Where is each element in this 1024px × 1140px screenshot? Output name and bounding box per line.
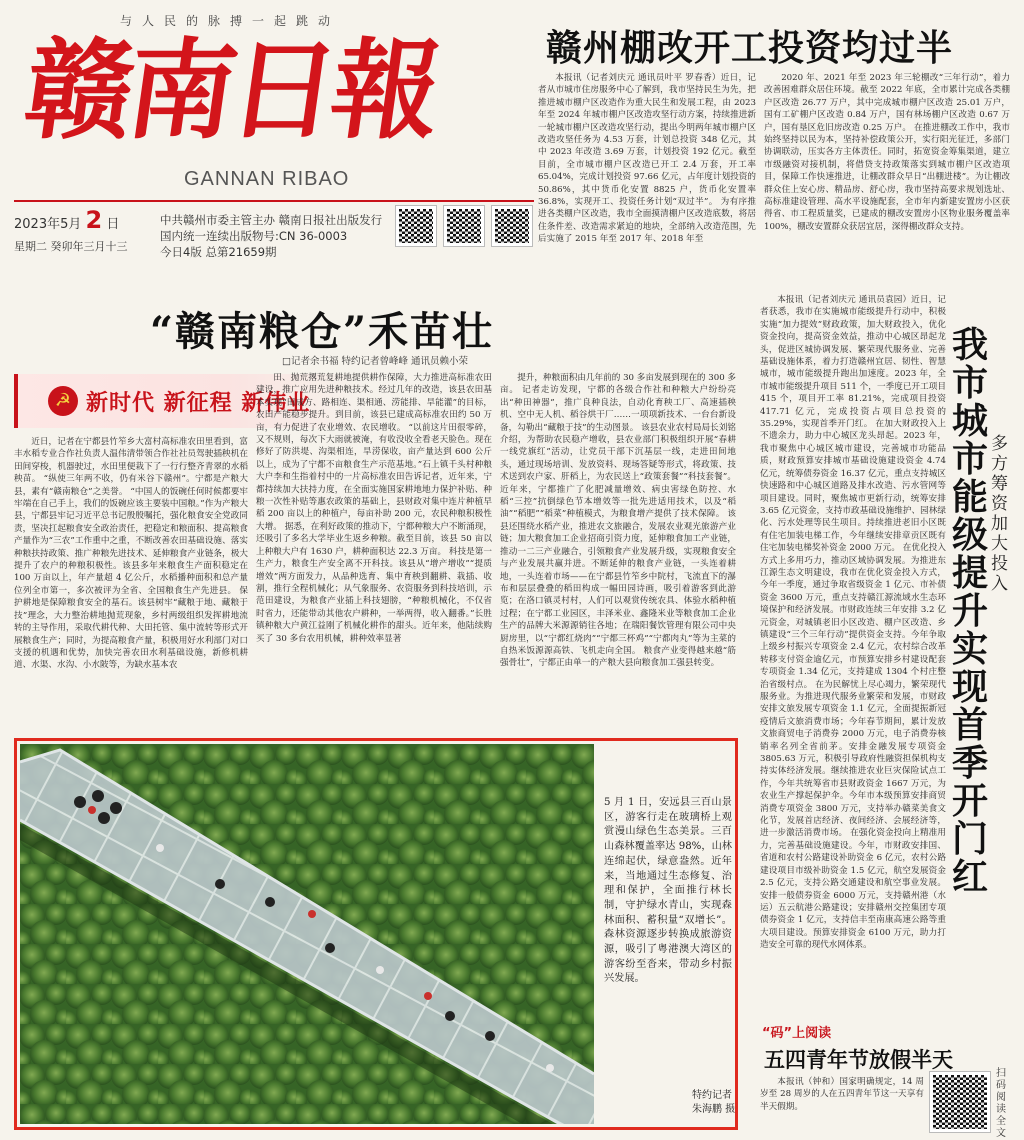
photo-credit-line: 特约记者 <box>692 1090 732 1101</box>
promo-text: 本报讯（钟和）国家明确规定，14 周岁至 28 周岁的人在五四青年节这一天享有半天假期。 <box>760 1077 924 1112</box>
article2-headline: “赣南粮仓”禾苗壮 <box>150 308 495 355</box>
publisher-line: 今日4版 总第21659期 <box>160 245 277 259</box>
photo-caption: 5 月 1 日，安远县三百山景区，游客行走在玻璃桥上观赏漫山绿色生态美景。三百山森林覆盖率达 98%，山林连绵起伏，绿意盎然。近年来，当地通过生态修复、治理和保护，全面推行林长制，守护绿水青山，实现森林面积、蓄积量“双增长”。森林资源逐步转换成旅游资源，吸引了粤港澳大湾区的游客纷至沓来，带动乡村振兴发展。 <box>604 797 732 985</box>
article2-column: 近日，记者在宁都县竹笮乡大富村高标准农田里看到，富丰水稻专业合作社负责人温伟清带领合作社社员驾驶插秧机在田间穿梭，机器驶过，水田里便栽下了一行行整齐青翠的水稻秧苗。 “纵使三年两不收，仍有米谷下赣州”。宁都是产粮大县，素有“赣南粮仓”之美誉。 “中国人的饭碗任何时候都要牢牢端在自己手上，我们的饭碗应该主要装中国粮。”作为产粮大县，宁都县牢记习近平总书记殷殷嘱托，强化粮食安全党政同责，坚决扛起粮食安全政治责任，把稳定和粮面积、提高粮食产量作为“三农”工作重中之重，不断改善农田基础设施、落实种粮扶持政策、推广种粮先进技术、延伸粮食产业链条，极大提升了农户的种粮积极性。该县多年来粮食生产面积稳定在 100 万亩以上，年产量超 4 亿公斤，水稻播种面积和总产量位列全市第一，多次被评为全省、全国粮食生产先进县。 保护耕地是保障粮食安全的基石。该县树牢“藏粮于地、藏粮于技”理念，大力整治耕地抛荒现象，乡村两级组织发挥耕地流转的主导作用，采取代耕代种、大田托管、集中流转等形式开展粮食生产；同时，为提高粮食产量，积极用好水利部门对口支援的机遇和优势，加快完善农田水利基础设施，新修机耕道、水渠、水沟、小水陂等，为缺水基本农 <box>14 437 248 671</box>
masthead-title: 赣南日報 <box>17 28 443 154</box>
photo-credit-line: 朱海鹏 摄 <box>692 1104 736 1115</box>
article2-column: 田、抛荒撂荒复耕地提供耕作保障，大力推进高标准农田建设，推广应用先进种粮技术。经过几年的改造，该县农田基本实现“田成方、路相连、渠相通、涝能排、旱能灌”的目标，农田产能稳步提升。到目前，该县已建成高标准农田约 50 万亩，有力促进了农业增效、农民增收。 “以前这片田很零碎，又不规则，每次下大雨就被淹，有收没收全看老天脸色。现在修好了防洪堤、沟渠相连，旱涝保收，亩产量达到 600 公斤以上，成为了宁都不亩粮食生产示范基地。”石上镇千头村种粮大户李和生指着村中的一片高标准农田告诉记者，近年来，宁都持续加大扶持力度，在全面实施国家耕地地力保护补贴、种粮一次性补贴等惠农政策的基础上，县财政对集中连片种植早稻 200 亩以上的种植户，每亩补助 200 元，农民种粮积极性大增。 据悉，在利好政策的推动下，宁都种粮大户不断涌现，还吸引了多名大学毕业生返乡种粮。截至目前，该县 50 亩以上种粮大户有 1630 户，耕种面积达 22.3 万亩。 科技是第一生产力，粮食生产安全离不开科技。该县从“增产增收”“提质增效”两方面发力，从品种选育、集中育秧到翻耕、栽插、收割，推行全程机械化；从气象服务、农资服务到科技培训，示范田建设，为粮食产业插上科技翅膀，“种粮机械化，不仅省时省力，还能带动其他农户耕种，一举两得，收入翻番。”长胜镇种粮大户黄江益刚了机械化耕作的甜头。近年来，他陆续购买了 30 多台农用机械，耕种效率显著 <box>256 373 492 644</box>
article1-column: 本报讯（记者刘庆元 通讯员叶平 罗春香）近日，记者从市城市住房服务中心了解到，我市坚持民生为先，把推进城市棚户区改造作为重大民生和发展工程，由 2023 年至 2024 年城市棚户区改造攻坚行动方案，持续推进新一轮城市棚户区改造攻坚行动，提出今明两年城市棚户区改造攻坚任务为 4.53 万套，计划总投资 348 亿元，其中 2023 年改造 3.69 万套，计划投资 192 亿元。截至目前，全市城市棚户区改造已开工 2.4 万套，开工率 65.04%，完成计划投资 97.66 亿元，占年度计划投资的 50.86%，其中货币化安置 8825 户，货币化安置率 36.8%，实现开工、投资任务计划“双过半”。 为有序推进各类棚户区改造，我市全面摸清棚户区改造底数，将居住条件差、改造需求紧迫的地块，全部纳入改造范围，先后实施了 2015 年至 2017 年、2018 年至 <box>538 73 756 245</box>
qr-reading-tag: “码”上阅读 <box>762 1026 832 1041</box>
date-suffix: 日 <box>106 217 120 232</box>
date-day: 2 <box>85 206 103 234</box>
theme-banner-text: 新时代 新征程 新伟业 <box>86 391 311 416</box>
qr-code-icon[interactable] <box>444 206 484 246</box>
qr-code-icon[interactable] <box>930 1072 990 1132</box>
photo-credit <box>692 1089 735 1117</box>
promo-headline[interactable]: 五四青年节放假半天 <box>764 1047 953 1072</box>
article1-headline: 赣州棚改开工投资均过半 <box>546 27 954 69</box>
issue-date <box>14 206 119 234</box>
bridge-photo <box>20 744 594 1124</box>
article2-column: 提升，种粮面积由几年前的 30 多亩发展到现在的 300 多亩。 记者走访发现，宁都的各级合作社和种粮大户纷纷亮出“种田神器”，推广良种良法，自动化育秧工厂、高速插秧机、空中无人机、稻谷烘干厂……一项项新技术、一台台新设备，勾勒出“藏粮于技”的生动图景。 该县农业农村局局长刘铭介绍，为帮助农民稳产增收，县农业部门积极组织开展“春耕一线党旗红”活动，让党员干部下沉基层一线，走进田间地头，通过现场培训、发放资料、现场答疑等形式，将政策、技术送到农户家、肝稻上，为农民送上“政策套餐”“科技套餐”。近年来，宁都推广了化肥减量增效、病虫害绿色防控、水稻“三控”抗倒绿色节本增效等一批先进适用技术，以及“稻油”“稻肥”“稻菜”种植模式，为粮食增产提供了技术保障。 该县还围绕水稻产业，推进农文旅融合，发展农业观光旅游产业链；加大粮食加工企业招商引资力度，延伸粮食加工产业链，推动一二三产业融合，引领粮食产业发展升级，实现粮食安全与产业发展共赢并进。不断延伸的粮食产业链，一头连着耕地，一头连着市场——在宁都县竹笮乡中院村，飞流直下的瀑布和层层叠叠的稻田构成一幅田园诗画，吸引着游客到此游览；在洛口镇灵村村，人们可以观赏传统农具、体验水稻种植过程；在宁都工业园区，丰泽米业、鑫隆米业等粮食加工企业生产的品牌大米源源销往各地；在瑞阳餐饮管理有限公司中央厨房里，以“宁都红烧肉”“宁都三杯鸡”“宁都肉丸”等为主菜的自热米饭源源高铁、飞机走向全国。 粮食产业变得越来越“筋强骨壮”，宁都正由单一的产粮大县向粮食加工强县转变。 <box>500 373 736 669</box>
publisher-info <box>160 212 382 260</box>
masthead-rule <box>14 200 534 202</box>
masthead-slogan: 与人民的脉搏一起跳动 <box>120 14 341 28</box>
article1-column: 2020 年、2021 年至 2023 年三轮棚改“三年行动”，着力改善困难群众居住环境。截至 2022 年底，全市累计完成各类棚户区改造 26.77 万户，其中完成城市棚户区改造 25.01 万户，国有工矿棚户区改造 0.84 万户，国有林场棚户区改造 0.67 万户，国有垦区危旧房改造 0.25 万户。 在推进棚改工作中，我市始终坚持以民为本，坚持补偿政策公开，实行阳光征迁，多部门协调联动，压实各方主体责任。同时，拓宽资金筹集渠道，建立市级融资对接机制，将借贷支持政策落实到城市棚户区改造项目，保障工作快速推进，让棚改群众早日“出棚进楼”。为让棚改群众住上安心房、精品房、舒心房，我市坚持高要求规划选址、高标准建设管理、高水平设施配套，全市年内新建安置房小区获得省、市工程质量奖，已建成的棚改安置房小区物业服务覆盖率 100%，棚改安置群众获居宜居，深得棚改群众支持。 <box>764 73 1010 232</box>
article3-column: 本报讯（记者刘庆元 通讯员袁园）近日，记者获悉，我市在实施城市能级提升行动中，积极实施“加力提效”财政政策，加大财政投入，优化资金投向，提高资金效益，推动中心城区昂起龙头，促进区城协调发展、繁荣现代服务业、完善基础设施体系，着力打造赣州宜居、韧性、智慧城市，城市能级提升跑出加速度。2023 年，全市城市能级提升项目 511 个，一季度已开工项目 415 个，项目开工率 81.21%，完成项目投资 417.71 亿元，完成投资占项目总投资的 35.29%，实现首季开门红。 在加大财政投入上不遗余力，助力中心城区龙头昂起。2023 年，我市聚焦中心城区城市建设，完善城市功能品质，财政预算安排城市基础设施建设资金 4.74 亿元，统筹债券资金 16.37 亿元，重点支持城区快速路和中心城区道路及排水改造、污水管网等项目建设。同时，聚焦城市更新行动，统筹安排 3.65 亿元资金，支持市政基础设施维护、园林绿化、污水处理等民生项目。持续推进老旧小区既有住宅加装电梯工作，今年继续安排章贡区既有住宅加装电梯奖补资金 2000 万元。 在优化投入方式上多用巧力，推动区域协调发展。为推进东江源生态文明建设，我市在优化资金投入方式，今年一季度，通过争取省级资金 1 亿元、市补债资金 3600 万元，重点支持赣江源流域水生态环境保护和经济发展。市财政连续三年安排 3.2 亿元资金，对城镇老旧小区改造、棚户区改造、乡镇建设“三个三年行动”提供资金支持。今年争取上级乡村振兴专项资金 2.4 亿元，农村综合改革转移支付资金逾亿元，市预算安排乡村建设配套专项资金 1.34 亿元，支持建成 1304 个村庄整治省级村点。 在为民解忧上尽心竭力，繁荣现代服务业。为推进现代服务业繁荣和发展，市财政安排文旅发展专项资金 1.1 亿元，全面提振新冠疫情后文旅消费市场；今年春节期间，累计发放文旅商贸电子消费券 2000 万元，电子消费券核销率名列全省前茅。安排金融发展专项资金 3805.63 万元，积极引导政府性融资担保机构支持实体经济发展。继续推进农业巨灾保险试点工作，今年共统筹省市县财政资金 1667 万元，为农业生产撑起保护伞。今年市本级预算安排商贸消费专项资金 3800 万元，支持举办赣菜美食文化节，发展首店经济、夜间经济、会展经济等，进一步激活消费市场。 在强化资金投向上精准用力，完善基础设施建设。今年，市财政安排国、省道和农村公路建设补助资金 6 亿元，农村公路建设项目市级补助资金 1.5 亿元，航空发展资金 2.5 亿元，支持公路交通建设和航空事业发展。安排一般债券资金 6000 万元，支持赣州港（水运）五云航港公路建设；安排赣州交控集团专项债券资金 1 亿元，支持信丰至南康高速公路等重大项目建设。预算安排资金 6100 万元，助力打造安全可靠的现代水网体系。 <box>760 295 946 951</box>
publisher-line: 中共赣州市委主管主办 赣南日报社出版发行 <box>160 213 383 227</box>
publisher-line: 国内统一连续出版物号:CN 36-0003 <box>160 229 348 243</box>
qr-label: 扫码阅读全文 <box>996 1068 1006 1139</box>
article3-subhead: 多方筹资 加大投入 <box>991 434 1008 594</box>
party-emblem-icon: ☭ <box>48 386 78 416</box>
issue-weekday: 星期二 癸卯年三月十三 <box>14 240 128 253</box>
article3-headline: 我市城市能级提升实现首季开门红 <box>952 324 989 898</box>
qr-code-icon[interactable] <box>396 206 436 246</box>
article2-byline: □记者余书福 特约记者曾峰峰 通讯员赖小荣 <box>282 356 469 367</box>
qr-code-icon[interactable] <box>492 206 532 246</box>
masthead-pinyin: GANNAN RIBAO <box>184 168 350 190</box>
date-prefix: 2023年5月 <box>14 217 82 232</box>
